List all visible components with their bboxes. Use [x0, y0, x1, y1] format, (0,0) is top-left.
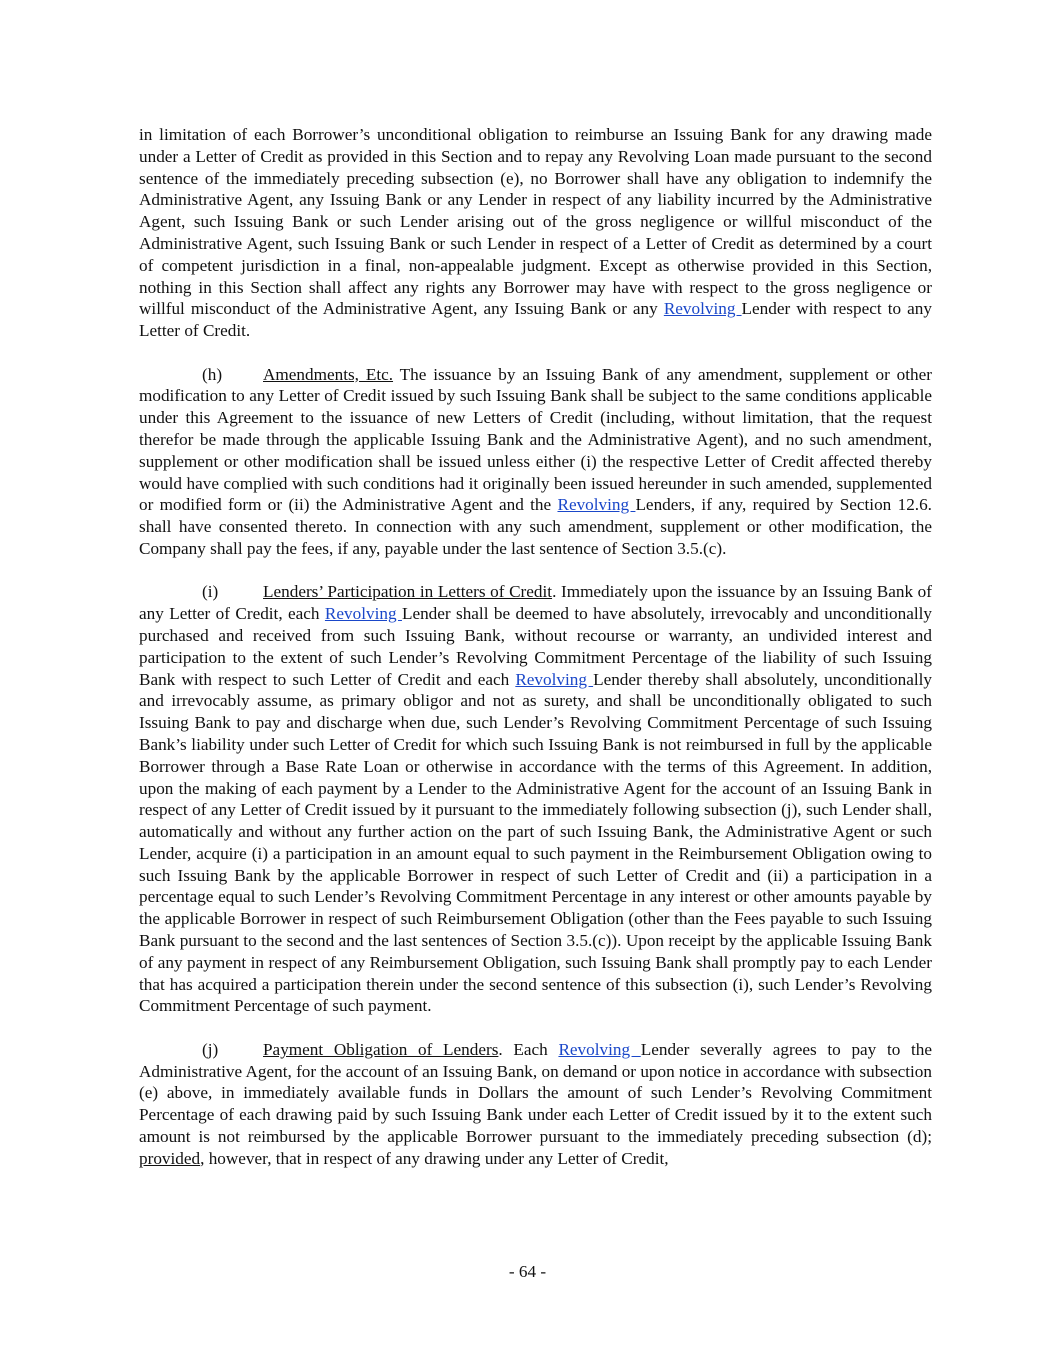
subsection-label: (j) — [202, 1039, 219, 1059]
subsection-label: (h) — [202, 364, 223, 384]
revolving-link[interactable]: Revolving — [515, 669, 594, 689]
subsection-label: (i) — [202, 582, 219, 602]
revolving-link[interactable]: Revolving — [324, 604, 402, 624]
paragraph-j: (j) Payment Obligation of Lenders. Each Revolving Lender severally agrees to pay to the Administrative Agent, for the account of an Issuing Bank, on demand or upon notice in accordance with subsection (e) above, in immediately available funds in Dollars the amount of such Lender’s Revolving Commitment Percentage of each drawing paid by such Issuing Bank under each Letter of Credit issued by it to the extent such amount is not reimbursed by the applicable Borrower pursuant to the immediately preceding subsection (d); provided, however, that in respect of any drawing under any Letter of Credit, — [139, 1039, 932, 1168]
subsection-heading: Lenders’ Participation in Letters of Credit — [263, 582, 553, 602]
document-page — [139, 124, 932, 1191]
page-number: - 64 - — [508, 1262, 547, 1281]
paragraph-i: (i) Lenders’ Participation in Letters of Credit. Immediately upon the issuance by an Issuing Bank of any Letter of Credit, each Revolving Lender shall be deemed to have absolutely, irrevocably and unconditionally purchased and received from such Issuing Bank, without recourse or warranty, an undivided interest and participation to the extent of such Lender’s Revolving Commitment Percentage of the liability of such Issuing Bank with respect to such Letter of Credit and each Revolving Lender thereby shall absolutely, unconditionally and irrevocably assume, as primary obligor and not as surety, and shall be unconditionally obligated to such Issuing Bank to pay and discharge when due, such Lender’s Revolving Commitment Percentage of such Issuing Bank’s liability under such Letter of Credit for which such Issuing Bank is not reimbursed in full by the applicable Borrower through a Base Rate Loan or otherwise in accordance with the terms of this Agreement. In addition, upon the making of each payment by a Lender to the Administrative Agent for the account of an Issuing Bank in respect of any Letter of Credit issued by it pursuant to the immediately following subsection (j), such Lender shall, automatically and without any further action on the part of such Issuing Bank, the Administrative Agent or such Lender, acquire (i) a participation in an amount equal to such payment in the Reimbursement Obligation owing to such Issuing Bank by the applicable Borrower in respect of such Letter of Credit and (ii) a participation in a percentage equal to such Lender’s Revolving Commitment Percentage in any interest or other amounts payable by the applicable Borrower in respect of such Reimbursement Obligation (other than the Fees payable to such Issuing Bank pursuant to the second and the last sentences of Section 3.5.(c)). Upon receipt by the applicable Issuing Bank of any payment in respect of any Reimbursement Obligation, such Issuing Bank shall promptly pay to each Lender that has acquired a participation therein under the second sentence of this subsection (i), such Lender’s Revolving Commitment Percentage of such payment. — [139, 582, 932, 1016]
subsection-heading: Payment Obligation of Lenders — [263, 1039, 499, 1059]
paragraph-continuation: in limitation of each Borrower’s unconditional obligation to reimburse an Issuing Bank for any drawing made under a Letter of Credit as provided in this Section and to repay any Revolving Loan made pursuant to the second sentence of the immediately preceding subsection (e), no Borrower shall have any obligation to indemnify the Administrative Agent, any Issuing Bank or any Lender in respect of any liability incurred by the Administrative Agent, such Issuing Bank or such Lender arising out of the gross negligence or willful misconduct of the Administrative Agent, such Issuing Bank or such Lender in respect of a Letter of Credit as determined by a court of competent jurisdiction in a final, non-appealable judgment. Except as otherwise provided in this Section, nothing in this Section shall affect any rights any Borrower may have with respect to the gross negligence or willful misconduct of the Administrative Agent, any Issuing Bank or any Revolving Lender with respect to any Letter of Credit. — [139, 125, 932, 341]
revolving-link[interactable]: Revolving — [663, 299, 742, 319]
provided-term: provided — [139, 1148, 201, 1168]
revolving-link[interactable]: Revolving — [557, 495, 636, 515]
revolving-link[interactable]: Revolving — [558, 1039, 641, 1059]
paragraph-h: (h) Amendments, Etc. The issuance by an Issuing Bank of any amendment, supplement or other modification to any Letter of Credit issued by such Issuing Bank shall be subject to the same conditions applicable under this Agreement to the issuance of new Letters of Credit (including, without limitation, that the request therefor be made through the applicable Issuing Bank and the Administrative Agent), and no such amendment, supplement or other modification shall be issued unless either (i) the respective Letter of Credit affected thereby would have complied with such conditions had it originally been issued hereunder in such amended, supplemented or modified form or (ii) the Administrative Agent and the Revolving Lenders, if any, required by Section 12.6. shall have consented thereto. In connection with any such amendment, supplement or other modification, the Company shall pay the fees, if any, payable under the last sentence of Section 3.5.(c). — [139, 364, 932, 558]
subsection-heading: Amendments, Etc. — [263, 364, 394, 384]
